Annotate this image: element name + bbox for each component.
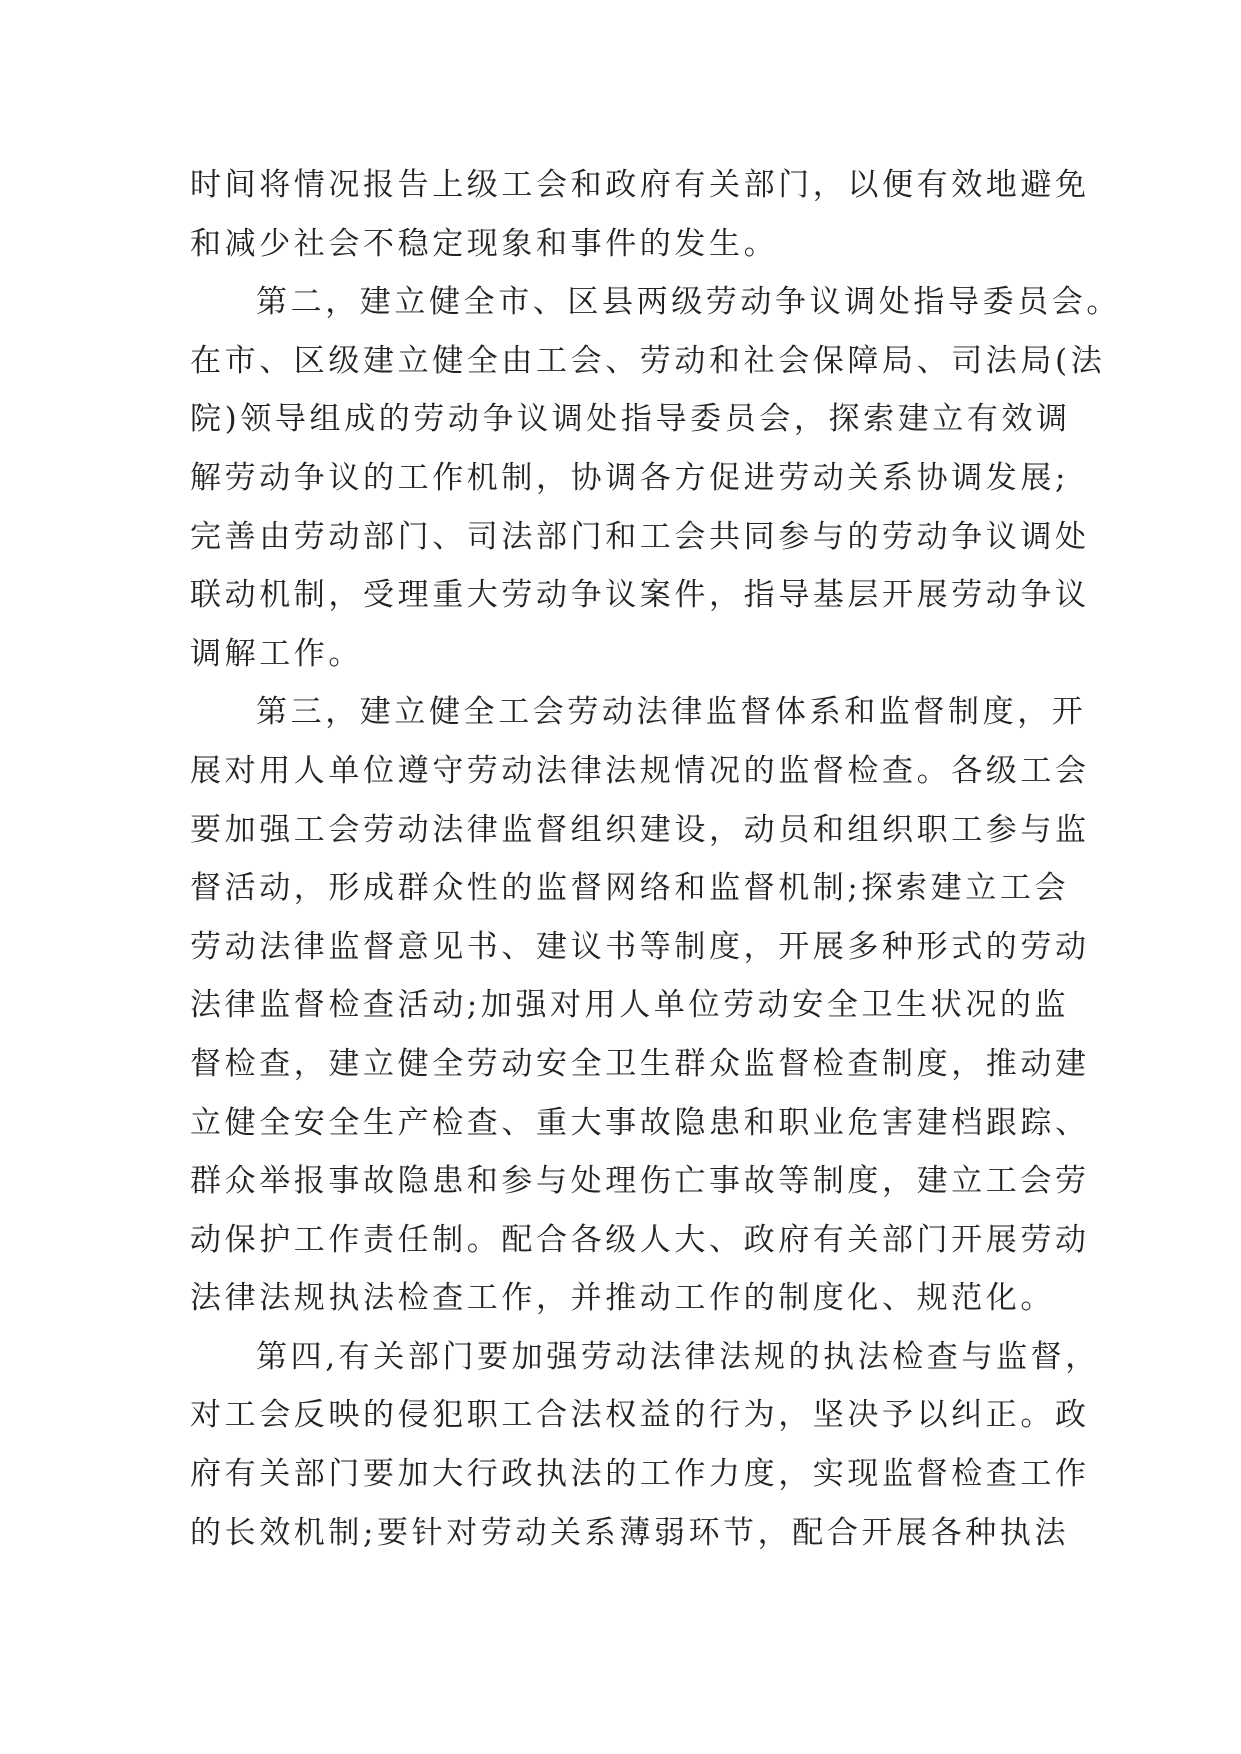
text-line: 法律监督检查活动;加强对用人单位劳动安全卫生状况的监 xyxy=(190,987,1070,1024)
paragraph-continuation xyxy=(190,156,1090,273)
text-line: 群众举报事故隐患和参与处理伤亡事故等制度，建立工会劳 xyxy=(190,1163,1090,1200)
text-line: 要加强工会劳动法律监督组织建设，动员和组织职工参与监 xyxy=(190,811,1090,848)
text-line: 立健全安全生产检查、重大事故隐患和职业危害建档跟踪、 xyxy=(190,1104,1090,1141)
text-line: 在市、区级建立健全由工会、劳动和社会保障局、司法局(法 xyxy=(190,342,1106,379)
text-line: 解劳动争议的工作机制，协调各方促进劳动关系协调发展; xyxy=(190,459,1070,496)
paragraph-second xyxy=(190,273,1121,683)
text-line: 对工会反映的侵犯职工合法权益的行为，坚决予以纠正。政 xyxy=(190,1397,1090,1434)
body-text xyxy=(190,156,1121,1562)
text-line: 完善由劳动部门、司法部门和工会共同参与的劳动争议调处 xyxy=(190,518,1090,555)
text-line: 的长效机制;要针对劳动关系薄弱环节，配合开展各种执法 xyxy=(190,1514,1070,1551)
text-line: 第三，建立健全工会劳动法律监督体系和监督制度，开 xyxy=(256,694,1087,731)
text-line: 院)领导组成的劳动争议调处指导委员会，探索建立有效调 xyxy=(190,401,1071,438)
paragraph-third xyxy=(190,683,1090,1328)
text-line: 动保护工作责任制。配合各级人大、政府有关部门开展劳动 xyxy=(190,1221,1090,1258)
text-line: 府有关部门要加大行政执法的工作力度，实现监督检查工作 xyxy=(190,1456,1090,1493)
text-line: 督活动，形成群众性的监督网络和监督机制;探索建立工会 xyxy=(190,870,1070,907)
text-line: 时间将情况报告上级工会和政府有关部门，以便有效地避免 xyxy=(190,167,1090,203)
text-line: 展对用人单位遵守劳动法律法规情况的监督检查。各级工会 xyxy=(190,752,1090,789)
text-line: 第四,有关部门要加强劳动法律法规的执法检查与监督， xyxy=(256,1338,1100,1375)
text-line: 督检查，建立健全劳动安全卫生群众监督检查制度，推动建 xyxy=(190,1045,1090,1082)
text-line: 劳动法律监督意见书、建议书等制度，开展多种形式的劳动 xyxy=(190,928,1090,965)
text-line: 第二，建立健全市、区县两级劳动争议调处指导委员会。 xyxy=(256,284,1121,321)
text-line: 调解工作。 xyxy=(190,635,363,672)
text-line: 法律法规执法检查工作，并推动工作的制度化、规范化。 xyxy=(190,1280,1055,1317)
paragraph-fourth xyxy=(190,1328,1100,1562)
text-line: 联动机制，受理重大劳动争议案件，指导基层开展劳动争议 xyxy=(190,577,1090,614)
text-line: 和减少社会不稳定现象和事件的发生。 xyxy=(190,225,779,262)
